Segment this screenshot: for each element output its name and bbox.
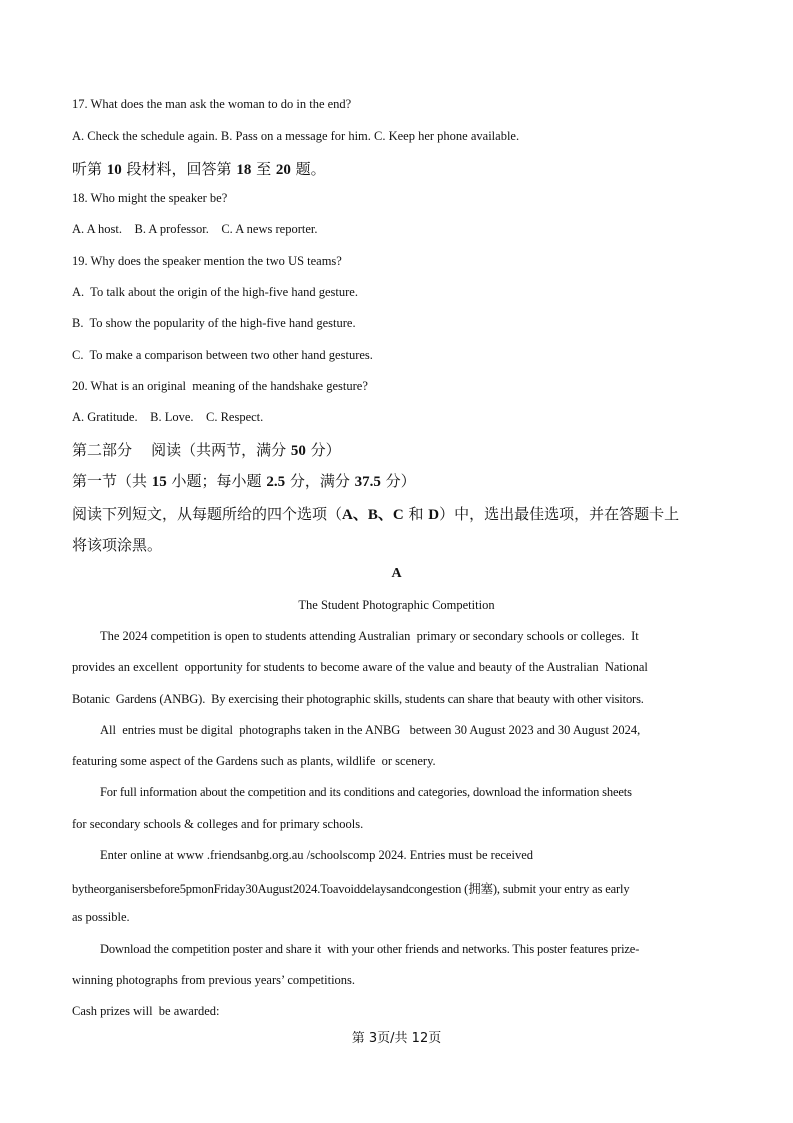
paragraph-5-line-1: Download the competition poster and share it with your other friends and networks. This poster features prize-	[100, 942, 640, 956]
part-two-heading: 第二部分 阅读（共两节，满分 50 分）	[72, 441, 341, 459]
paragraph-5-line-2: winning photographs from previous years’ competitions.	[72, 973, 356, 987]
paragraph-1-line-2: provides an excellent opportunity for students to become aware of the value and beauty of the Australian National	[72, 660, 648, 674]
paragraph-1-line-1: The 2024 competition is open to students attending Australian primary or secondary schools or colleges. It	[100, 629, 639, 643]
paragraph-4-line-1: Enter online at www .friendsanbg.org.au /schoolscomp 2024. Entries must be received	[100, 848, 533, 862]
q19-question: 19. Why does the speaker mention the two US teams?	[72, 254, 342, 268]
section-one-heading: 第一节（共 15 小题；每小题 2.5 分，满分 37.5 分）	[72, 472, 416, 490]
section-10-heading: 听第 10 段材料，回答第 18 至 20 题。	[72, 160, 326, 178]
paragraph-4-line-2: bytheorganisersbefore5pmonFriday30August2024.Toavoiddelaysandcongestion (拥塞), submit your entry as early	[72, 882, 630, 896]
paragraph-2-line-1: All entries must be digital photographs taken in the ANBG between 30 August 2023 and 30 August 2024,	[100, 723, 641, 737]
q18-options: A. A host. B. A professor. C. A news reporter.	[72, 222, 318, 236]
page-footer: 第 3页/共 12页	[351, 1031, 442, 1046]
paragraph-2-line-2: featuring some aspect of the Gardens such as plants, wildlife or scenery.	[72, 754, 436, 768]
paragraph-1-line-3: Botanic Gardens (ANBG). By exercising their photographic skills, students can share that beauty with other visitors.	[72, 692, 644, 706]
q19-option-c: C. To make a comparison between two other hand gestures.	[72, 348, 373, 362]
paragraph-3-line-1: For full information about the competition and its conditions and categories, download the information sheets	[100, 785, 632, 799]
q18-question: 18. Who might the speaker be?	[72, 191, 228, 205]
instructions-line-2: 将该项涂黑。	[72, 536, 163, 554]
passage-letter: A	[391, 566, 402, 581]
instructions-line-1: 阅读下列短文，从每题所给的四个选项（A、B、C 和 D）中，选出最佳选项，并在答题卡上	[72, 505, 680, 523]
q19-option-a: A. To talk about the origin of the high-five hand gesture.	[72, 285, 358, 299]
paragraph-6: Cash prizes will be awarded:	[72, 1004, 220, 1018]
passage-title: The Student Photographic Competition	[298, 598, 495, 612]
q19-option-b: B. To show the popularity of the high-five hand gesture.	[72, 316, 356, 330]
q17-question: 17. What does the man ask the woman to do in the end?	[72, 97, 352, 111]
paragraph-3-line-2: for secondary schools & colleges and for primary schools.	[72, 817, 364, 831]
q20-options: A. Gratitude. B. Love. C. Respect.	[72, 410, 264, 424]
paragraph-4-line-3: as possible.	[72, 910, 130, 924]
q17-options: A. Check the schedule again. B. Pass on a message for him. C. Keep her phone available.	[72, 129, 520, 143]
q20-question: 20. What is an original meaning of the handshake gesture?	[72, 379, 368, 393]
